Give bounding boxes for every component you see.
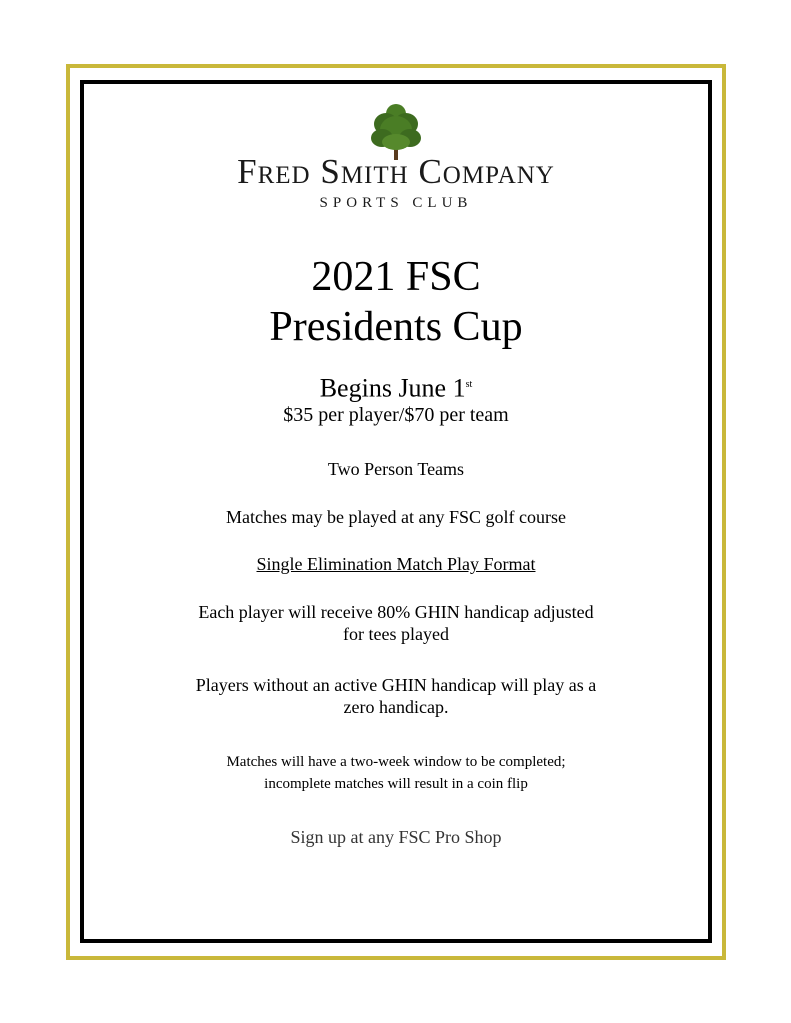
format-text: Single Elimination Match Play Format — [256, 554, 536, 574]
flyer-content — [84, 84, 708, 939]
brand-subtitle: SPORTS CLUB — [319, 195, 473, 211]
price-text: $35 per player/$70 per team — [283, 404, 509, 426]
flyer-title — [84, 252, 708, 352]
begins-date — [84, 370, 708, 404]
no-handicap-line-1: Players without an active GHIN handicap will play as a — [195, 675, 597, 695]
window-line-2: incomplete matches will result in a coin flip — [264, 776, 528, 792]
signup-text: Sign up at any FSC Pro Shop — [290, 827, 502, 847]
courses-text: Matches may be played at any FSC golf course — [226, 507, 566, 527]
window-line-1: Matches will have a two-week window to be completed; — [226, 754, 566, 770]
handicap-line-1: Each player will receive 80% GHIN handicap adjusted — [198, 602, 594, 622]
no-handicap-line-2: zero handicap. — [343, 697, 449, 717]
begins-suffix: st — [465, 379, 473, 390]
title-line-1: 2021 FSC — [311, 254, 481, 300]
begins-text: Begins June 1 — [319, 373, 466, 403]
title-line-2: Presidents Cup — [269, 304, 523, 350]
brand-name: Fred Smith Company — [237, 152, 555, 191]
teams-text: Two Person Teams — [327, 459, 465, 479]
handicap-line-2: for tees played — [343, 624, 449, 644]
